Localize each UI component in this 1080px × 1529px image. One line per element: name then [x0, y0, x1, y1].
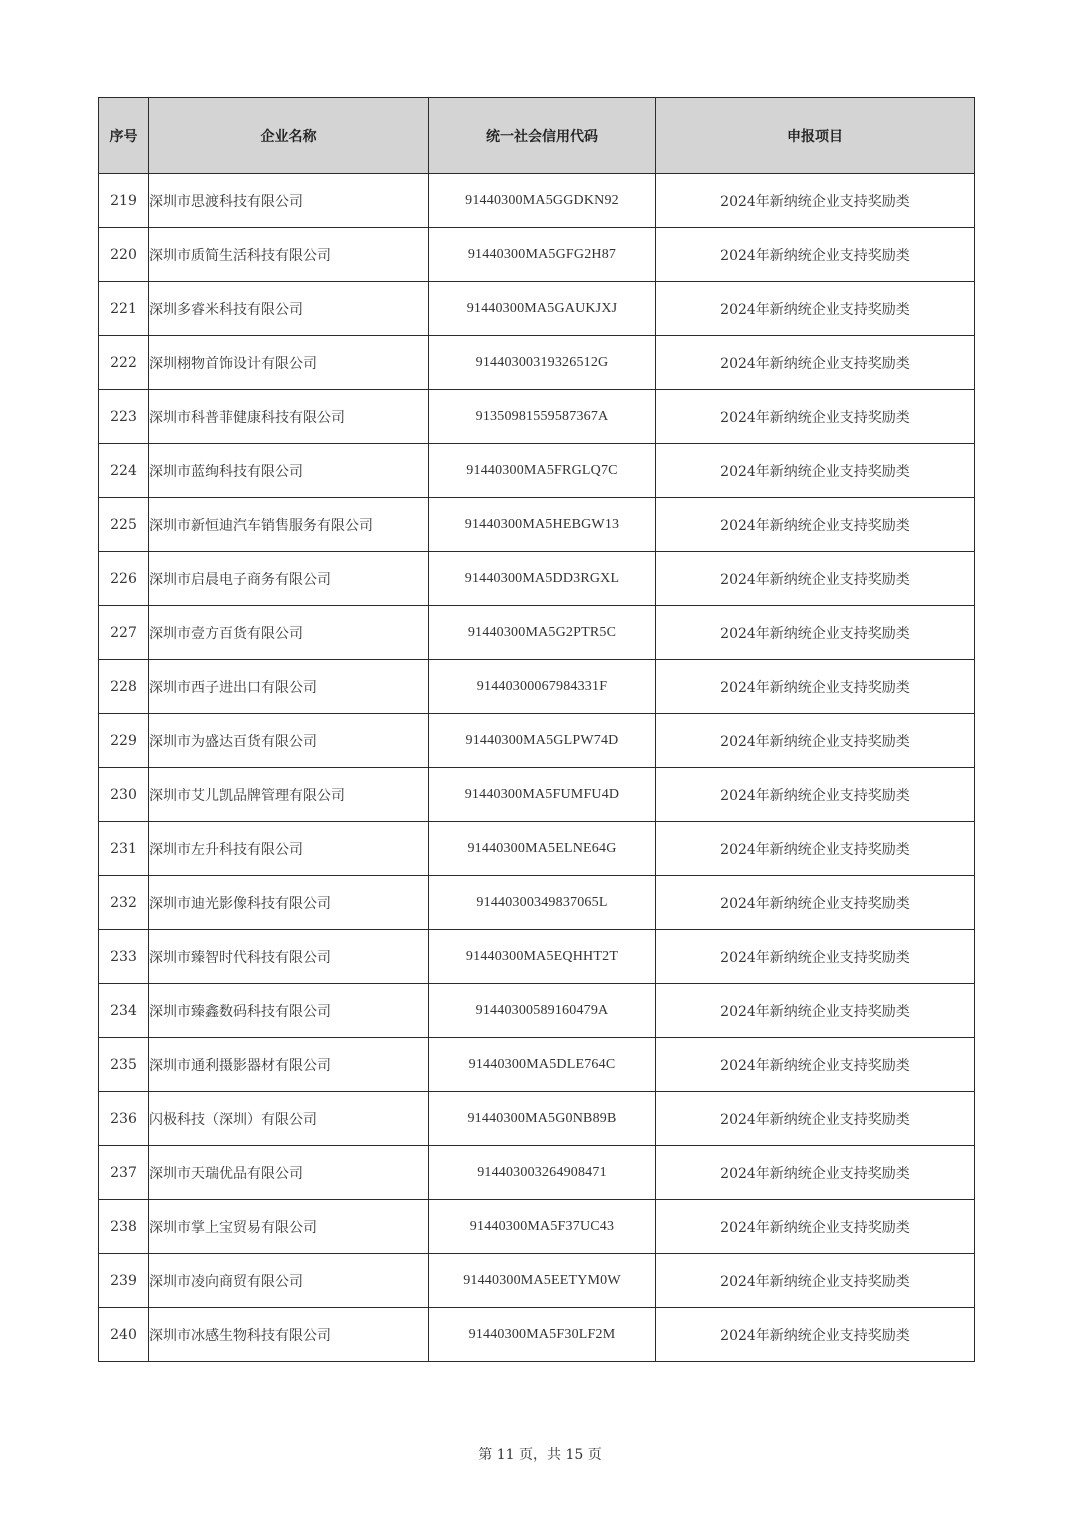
- serial-number-cell: 233: [99, 930, 149, 984]
- table-row: [99, 1146, 975, 1200]
- credit-code-cell: 91440300MA5G2PTR5C: [429, 606, 656, 660]
- project-cell: 2024年新纳统企业支持奖励类: [656, 1146, 975, 1200]
- credit-code-cell: 91440300589160479A: [429, 984, 656, 1038]
- company-name-cell: 深圳栩物首饰设计有限公司: [149, 336, 429, 390]
- table-row: [99, 984, 975, 1038]
- company-name-cell: 深圳市臻鑫数码科技有限公司: [149, 984, 429, 1038]
- project-cell: 2024年新纳统企业支持奖励类: [656, 498, 975, 552]
- serial-number-cell: 236: [99, 1092, 149, 1146]
- header-serial-number: 序号: [99, 98, 149, 174]
- table-row: [99, 822, 975, 876]
- company-name-cell: 深圳市左升科技有限公司: [149, 822, 429, 876]
- header-company-name: 企业名称: [149, 98, 429, 174]
- header-project: 申报项目: [656, 98, 975, 174]
- serial-number-cell: 222: [99, 336, 149, 390]
- serial-number-cell: 230: [99, 768, 149, 822]
- enterprise-table: [98, 97, 975, 1362]
- table-row: [99, 1038, 975, 1092]
- table-row: [99, 768, 975, 822]
- credit-code-cell: 91440300MA5ELNE64G: [429, 822, 656, 876]
- company-name-cell: 深圳市为盛达百货有限公司: [149, 714, 429, 768]
- header-row: [99, 98, 975, 174]
- credit-code-cell: 91440300MA5EQHHT2T: [429, 930, 656, 984]
- company-name-cell: 深圳市新恒迪汽车销售服务有限公司: [149, 498, 429, 552]
- credit-code-cell: 91440300MA5GGDKN92: [429, 174, 656, 228]
- table-row: [99, 1308, 975, 1362]
- serial-number-cell: 235: [99, 1038, 149, 1092]
- project-cell: 2024年新纳统企业支持奖励类: [656, 822, 975, 876]
- company-name-cell: 深圳市冰感生物科技有限公司: [149, 1308, 429, 1362]
- company-name-cell: 深圳市壹方百货有限公司: [149, 606, 429, 660]
- credit-code-cell: 91350981559587367A: [429, 390, 656, 444]
- credit-code-cell: 91440300MA5DD3RGXL: [429, 552, 656, 606]
- project-cell: 2024年新纳统企业支持奖励类: [656, 1200, 975, 1254]
- company-name-cell: 深圳市西子进出口有限公司: [149, 660, 429, 714]
- serial-number-cell: 221: [99, 282, 149, 336]
- table-row: [99, 606, 975, 660]
- serial-number-cell: 220: [99, 228, 149, 282]
- credit-code-cell: 91440300MA5FUMFU4D: [429, 768, 656, 822]
- credit-code-cell: 91440300MA5GLPW74D: [429, 714, 656, 768]
- credit-code-cell: 91440300MA5GAUKJXJ: [429, 282, 656, 336]
- credit-code-cell: 91440300MA5DLE764C: [429, 1038, 656, 1092]
- table-row: [99, 1254, 975, 1308]
- project-cell: 2024年新纳统企业支持奖励类: [656, 768, 975, 822]
- project-cell: 2024年新纳统企业支持奖励类: [656, 930, 975, 984]
- table-row: [99, 1200, 975, 1254]
- project-cell: 2024年新纳统企业支持奖励类: [656, 714, 975, 768]
- table-row: [99, 498, 975, 552]
- project-cell: 2024年新纳统企业支持奖励类: [656, 390, 975, 444]
- header-credit-code: 统一社会信用代码: [429, 98, 656, 174]
- table-row: [99, 336, 975, 390]
- table-row: [99, 552, 975, 606]
- company-name-cell: 深圳市科普菲健康科技有限公司: [149, 390, 429, 444]
- company-name-cell: 闪极科技（深圳）有限公司: [149, 1092, 429, 1146]
- serial-number-cell: 234: [99, 984, 149, 1038]
- credit-code-cell: 91440300319326512G: [429, 336, 656, 390]
- table-row: [99, 1092, 975, 1146]
- table-row: [99, 930, 975, 984]
- table-row: [99, 228, 975, 282]
- serial-number-cell: 229: [99, 714, 149, 768]
- project-cell: 2024年新纳统企业支持奖励类: [656, 876, 975, 930]
- table-row: [99, 876, 975, 930]
- project-cell: 2024年新纳统企业支持奖励类: [656, 660, 975, 714]
- table-body: [99, 174, 975, 1362]
- table-row: [99, 282, 975, 336]
- table-row: [99, 660, 975, 714]
- company-name-cell: 深圳市迪光影像科技有限公司: [149, 876, 429, 930]
- credit-code-cell: 91440300MA5HEBGW13: [429, 498, 656, 552]
- serial-number-cell: 226: [99, 552, 149, 606]
- project-cell: 2024年新纳统企业支持奖励类: [656, 1308, 975, 1362]
- serial-number-cell: 223: [99, 390, 149, 444]
- credit-code-cell: 91440300349837065L: [429, 876, 656, 930]
- company-name-cell: 深圳市通利摄影器材有限公司: [149, 1038, 429, 1092]
- company-name-cell: 深圳市启晨电子商务有限公司: [149, 552, 429, 606]
- credit-code-cell: 91440300MA5GFG2H87: [429, 228, 656, 282]
- table-row: [99, 714, 975, 768]
- serial-number-cell: 219: [99, 174, 149, 228]
- credit-code-cell: 91440300MA5G0NB89B: [429, 1092, 656, 1146]
- company-name-cell: 深圳市臻智时代科技有限公司: [149, 930, 429, 984]
- serial-number-cell: 231: [99, 822, 149, 876]
- company-name-cell: 深圳市质简生活科技有限公司: [149, 228, 429, 282]
- project-cell: 2024年新纳统企业支持奖励类: [656, 1038, 975, 1092]
- serial-number-cell: 240: [99, 1308, 149, 1362]
- serial-number-cell: 228: [99, 660, 149, 714]
- project-cell: 2024年新纳统企业支持奖励类: [656, 984, 975, 1038]
- company-name-cell: 深圳市艾儿凯品牌管理有限公司: [149, 768, 429, 822]
- company-name-cell: 深圳多睿米科技有限公司: [149, 282, 429, 336]
- serial-number-cell: 237: [99, 1146, 149, 1200]
- company-name-cell: 深圳市掌上宝贸易有限公司: [149, 1200, 429, 1254]
- project-cell: 2024年新纳统企业支持奖励类: [656, 282, 975, 336]
- project-cell: 2024年新纳统企业支持奖励类: [656, 552, 975, 606]
- project-cell: 2024年新纳统企业支持奖励类: [656, 174, 975, 228]
- credit-code-cell: 914403003264908471: [429, 1146, 656, 1200]
- company-name-cell: 深圳市蓝绚科技有限公司: [149, 444, 429, 498]
- table-row: [99, 390, 975, 444]
- serial-number-cell: 239: [99, 1254, 149, 1308]
- credit-code-cell: 91440300MA5EETYM0W: [429, 1254, 656, 1308]
- table-row: [99, 444, 975, 498]
- credit-code-cell: 91440300067984331F: [429, 660, 656, 714]
- credit-code-cell: 91440300MA5FRGLQ7C: [429, 444, 656, 498]
- project-cell: 2024年新纳统企业支持奖励类: [656, 228, 975, 282]
- serial-number-cell: 232: [99, 876, 149, 930]
- table-header: [99, 98, 975, 174]
- company-name-cell: 深圳市凌向商贸有限公司: [149, 1254, 429, 1308]
- table-row: [99, 174, 975, 228]
- company-name-cell: 深圳市思渡科技有限公司: [149, 174, 429, 228]
- project-cell: 2024年新纳统企业支持奖励类: [656, 336, 975, 390]
- serial-number-cell: 238: [99, 1200, 149, 1254]
- project-cell: 2024年新纳统企业支持奖励类: [656, 444, 975, 498]
- serial-number-cell: 224: [99, 444, 149, 498]
- project-cell: 2024年新纳统企业支持奖励类: [656, 1092, 975, 1146]
- project-cell: 2024年新纳统企业支持奖励类: [656, 1254, 975, 1308]
- serial-number-cell: 225: [99, 498, 149, 552]
- project-cell: 2024年新纳统企业支持奖励类: [656, 606, 975, 660]
- credit-code-cell: 91440300MA5F37UC43: [429, 1200, 656, 1254]
- credit-code-cell: 91440300MA5F30LF2M: [429, 1308, 656, 1362]
- company-name-cell: 深圳市天瑞优品有限公司: [149, 1146, 429, 1200]
- page-number: 第 11 页，共 15 页: [478, 1447, 602, 1463]
- serial-number-cell: 227: [99, 606, 149, 660]
